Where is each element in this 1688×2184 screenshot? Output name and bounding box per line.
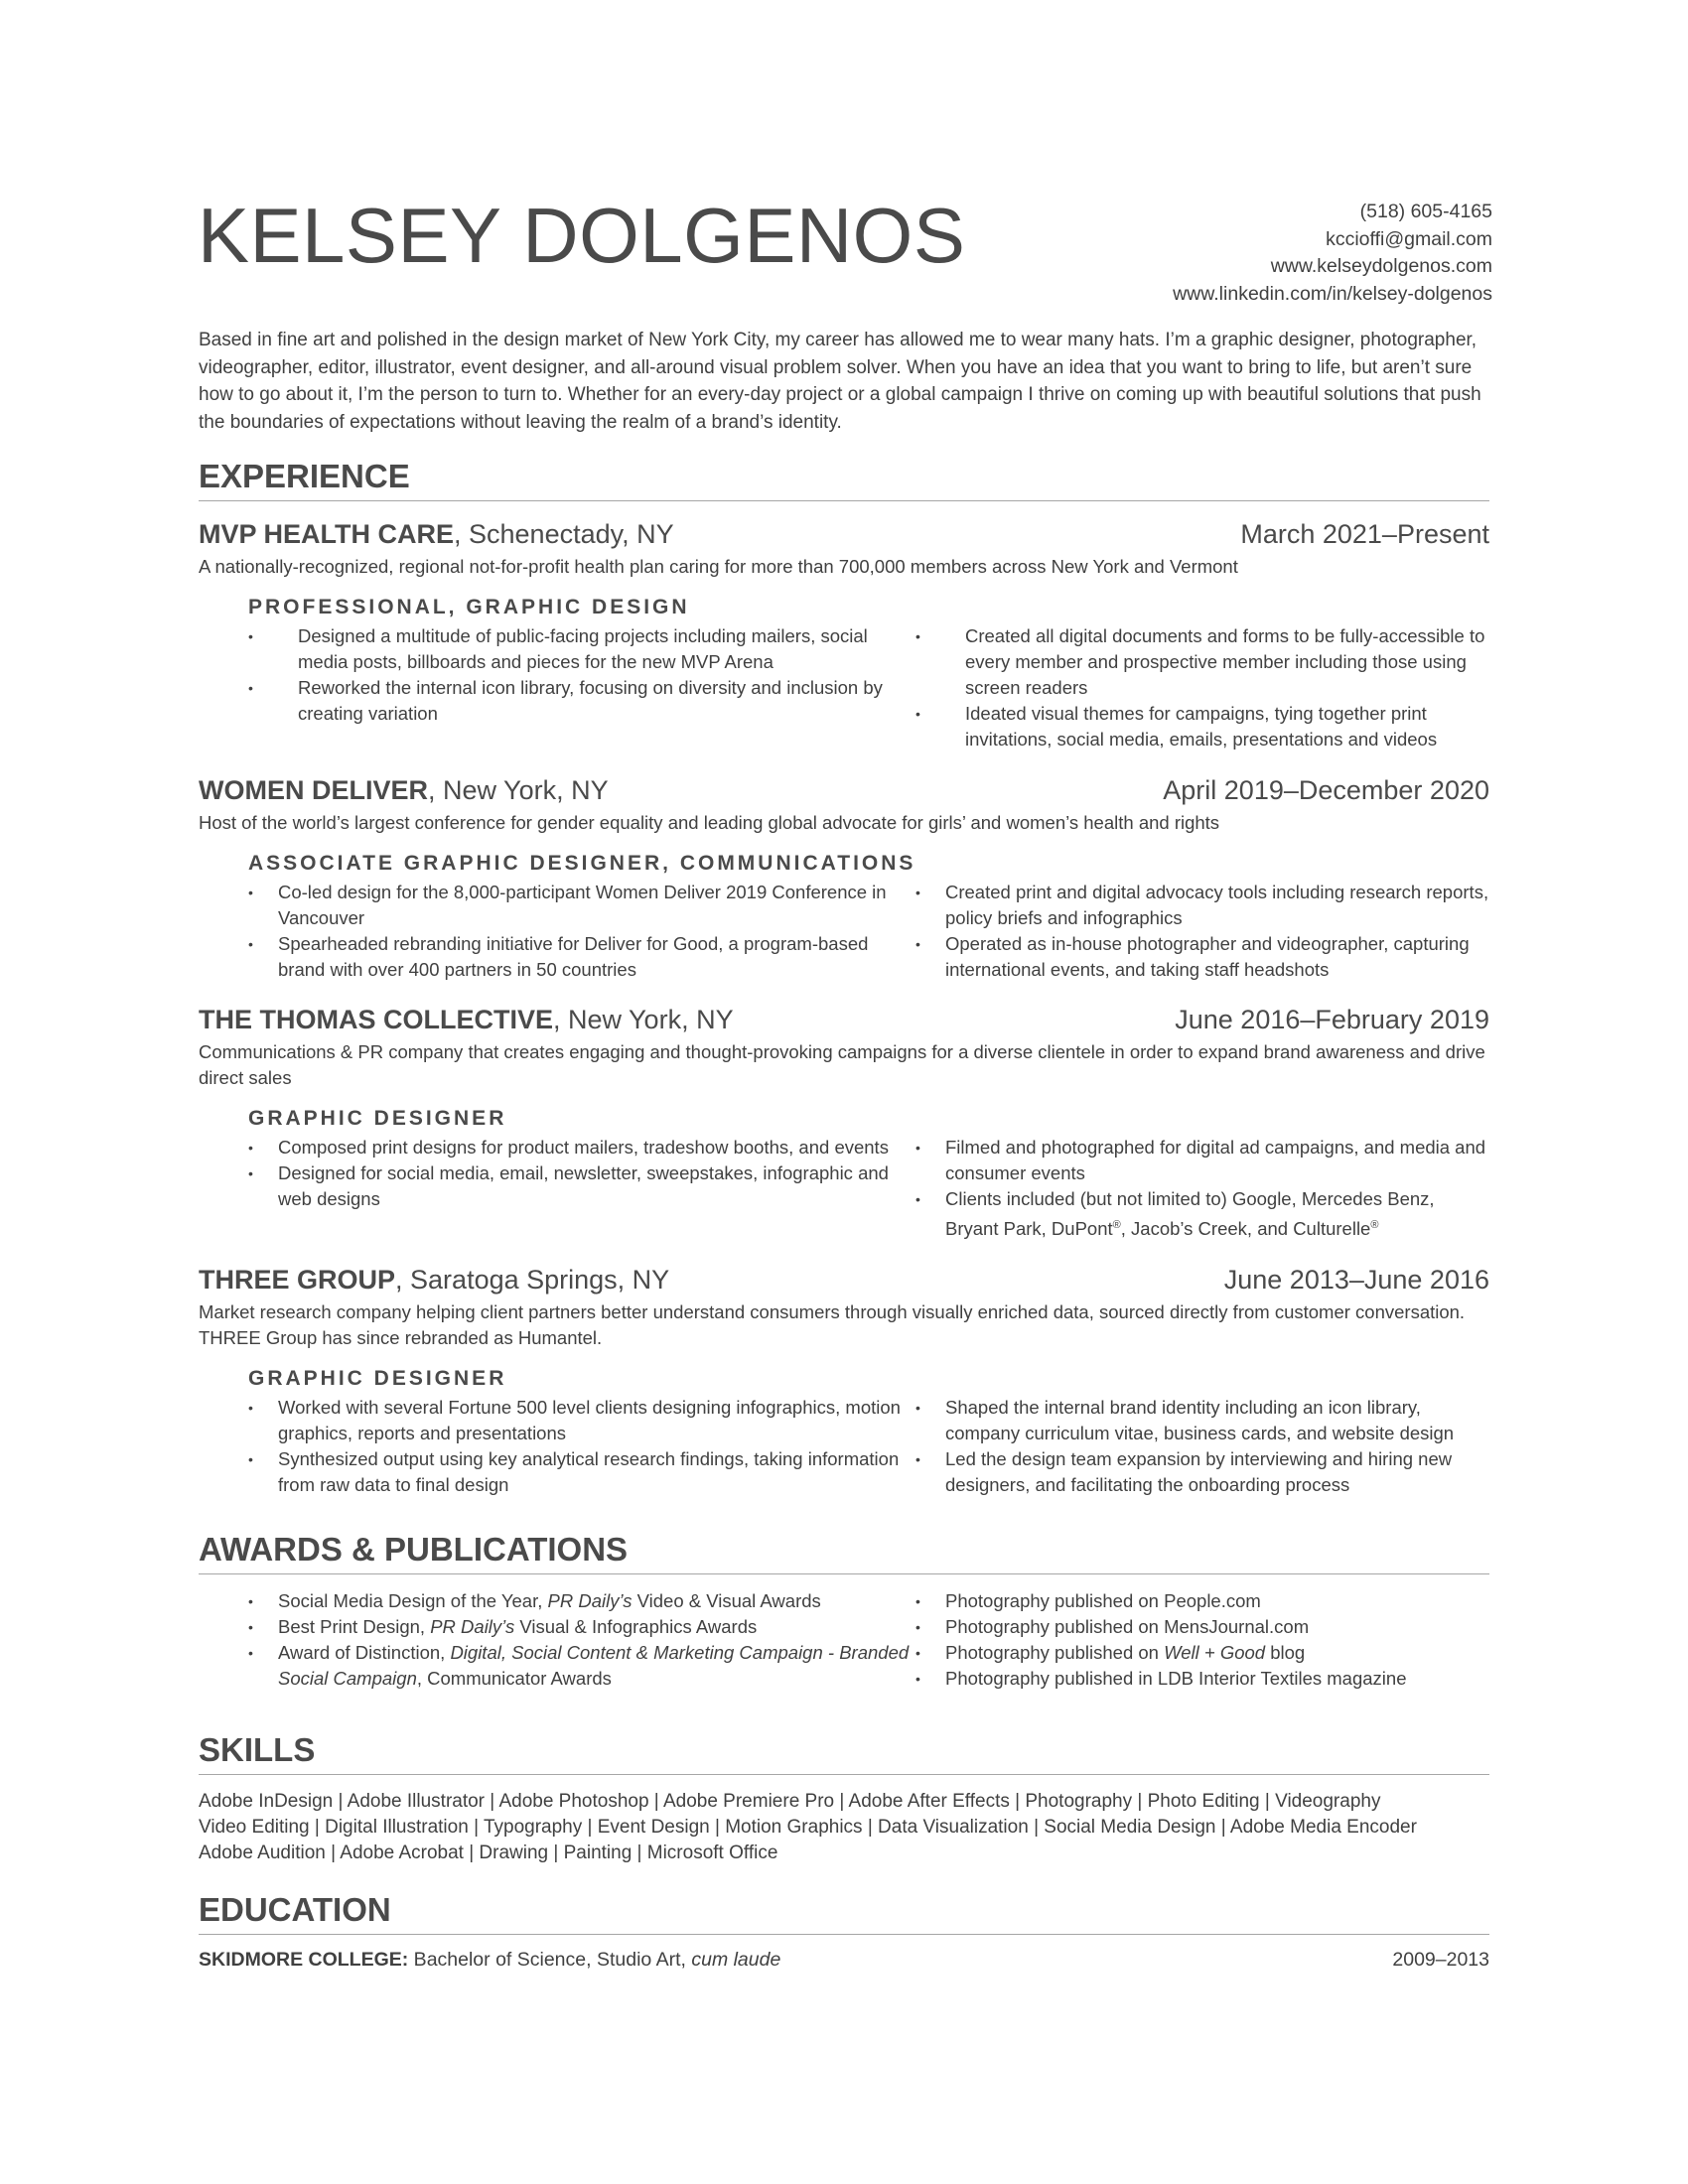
skills-section xyxy=(199,1733,1489,1866)
degree-text: Bachelor of Science, Studio Art, xyxy=(408,1949,692,1971)
responsibilities-left xyxy=(248,1395,915,1498)
company-description: Market research company helping client partners better understand consumers through visually enriched data, sourced directly from customer conversation. THREE Group has since rebranded as Humantel. xyxy=(199,1300,1466,1348)
job-entry xyxy=(199,520,1489,752)
awards-list xyxy=(248,1588,915,1692)
list-item: • Ideated visual themes for campaigns, tying together print invitations, social media, emails, presentations and videos xyxy=(915,701,1489,752)
responsibilities-left xyxy=(248,623,915,752)
skills-list xyxy=(199,1789,1489,1866)
phone-number: (518) 605-4165 xyxy=(1359,201,1492,222)
responsibilities-right xyxy=(915,880,1489,983)
list-item: • Spearheaded rebranding initiative for Deliver for Good, a program-based brand with over 400 partners in 50 countries xyxy=(248,931,915,983)
list-item: • Photography published in LDB Interior Textiles magazine xyxy=(915,1666,1489,1692)
company-description: A nationally-recognized, regional not-for-profit health plan caring for more than 700,000 members across New York and Vermont xyxy=(199,555,1238,577)
linkedin-link: www.linkedin.com/in/kelsey-dolgenos xyxy=(1173,282,1492,305)
job-title-line xyxy=(199,776,1489,806)
list-item: • Co-led design for the 8,000-participant Women Deliver 2019 Conference in Vancouver xyxy=(248,880,915,931)
experience-heading: EXPERIENCE xyxy=(199,460,1489,501)
list-item: • Created all digital documents and forms to be fully-accessible to every member and prospective member including those using screen readers xyxy=(915,623,1489,701)
company-location: , New York, NY xyxy=(428,775,609,805)
summary-paragraph: Based in fine art and polished in the design market of New York City, my career has allowed me to wear many hats. I’m a graphic designer, photographer, videographer, editor, illustrator, event designer, and all-around visual problem solver. When you have an idea that you want to bring to life, but aren’t sure how to go about it, I’m the person to turn to. Whether for an every-day project or a global campaign I thrive on coming up with beautiful solutions that push the boundaries of expectations without leaving the realm of a brand’s identity. xyxy=(199,330,1481,433)
company-name: WOMEN DELIVER xyxy=(199,775,429,805)
skills-line: Adobe Audition | Adobe Acrobat | Drawing | Painting | Microsoft Office xyxy=(199,1843,778,1863)
job-entry xyxy=(199,1266,1489,1498)
list-item: • Filmed and photographed for digital ad campaigns, and media and consumer events xyxy=(915,1135,1489,1186)
responsibilities-right xyxy=(915,1135,1489,1242)
education-entry xyxy=(199,1949,1489,1972)
awards-heading: AWARDS & PUBLICATIONS xyxy=(199,1533,1489,1574)
responsibilities-right xyxy=(915,623,1489,752)
list-item: • Created print and digital advocacy tools including research reports, policy briefs and infographics xyxy=(915,880,1489,931)
list-item: • Social Media Design of the Year, PR Daily’s Video & Visual Awards xyxy=(248,1588,915,1614)
job-dates: June 2013–June 2016 xyxy=(1223,1265,1489,1295)
list-item: • Designed a multitude of public-facing projects including mailers, social media posts, billboards and pieces for the new MVP Arena xyxy=(248,623,915,675)
list-item: • Designed for social media, email, newsletter, sweepstakes, infographic and web designs xyxy=(248,1160,915,1212)
job-dates: March 2021–Present xyxy=(1240,519,1489,549)
school-name: SKIDMORE COLLEGE: xyxy=(199,1949,409,1971)
company-location: , Saratoga Springs, NY xyxy=(395,1265,670,1295)
education-years: 2009–2013 xyxy=(1392,1949,1489,1971)
list-item: • Led the design team expansion by interviewing and hiring new designers, and facilitating the onboarding process xyxy=(915,1446,1489,1498)
job-title-line xyxy=(199,520,1489,550)
skills-line: Video Editing | Digital Illustration | Typography | Event Design | Motion Graphics | Data Visualization | Social Media Design | Adobe Media Encoder xyxy=(199,1817,1417,1838)
company-name: MVP HEALTH CARE xyxy=(199,519,455,549)
honors-text: cum laude xyxy=(691,1949,781,1971)
publications-list xyxy=(915,1588,1489,1692)
contact-block xyxy=(1173,199,1492,308)
website-link: www.kelseydolgenos.com xyxy=(1270,255,1492,277)
role-title: ASSOCIATE GRAPHIC DESIGNER, COMMUNICATIONS xyxy=(248,851,916,875)
job-entry xyxy=(199,776,1489,983)
job-title-line xyxy=(199,1006,1489,1035)
responsibilities-right xyxy=(915,1395,1489,1498)
education-section xyxy=(199,1893,1489,1972)
list-item: • Award of Distinction, Digital, Social Content & Marketing Campaign - Branded Social Campaign, Communicator Awards xyxy=(248,1640,915,1692)
awards-section xyxy=(199,1533,1489,1692)
list-item: • Photography published on Well + Good blog xyxy=(915,1640,1489,1666)
company-location: , New York, NY xyxy=(553,1005,734,1034)
company-location: , Schenectady, NY xyxy=(454,519,674,549)
job-title-line xyxy=(199,1266,1489,1296)
role-title: PROFESSIONAL, GRAPHIC DESIGN xyxy=(248,595,690,618)
role-title: GRAPHIC DESIGNER xyxy=(248,1106,507,1130)
job-dates: June 2016–February 2019 xyxy=(1175,1005,1489,1034)
company-name: THE THOMAS COLLECTIVE xyxy=(199,1005,553,1034)
company-description: Host of the world’s largest conference for gender equality and leading global advocate for girls’ and women’s health and rights xyxy=(199,811,1220,833)
applicant-name: KELSEY DOLGENOS xyxy=(198,192,966,279)
company-name: THREE GROUP xyxy=(199,1265,396,1295)
list-item: • Photography published on MensJournal.com xyxy=(915,1614,1489,1640)
role-title: GRAPHIC DESIGNER xyxy=(248,1366,507,1390)
education-heading: EDUCATION xyxy=(199,1893,1489,1935)
skills-line: Adobe InDesign | Adobe Illustrator | Adobe Photoshop | Adobe Premiere Pro | Adobe After Effects | Photography | Photo Editing | Videography xyxy=(199,1791,1381,1812)
job-entry xyxy=(199,1006,1489,1242)
list-item: • Synthesized output using key analytical research findings, taking information from raw data to final design xyxy=(248,1446,915,1498)
skills-heading: SKILLS xyxy=(199,1733,1489,1775)
list-item: • Composed print designs for product mailers, tradeshow booths, and events xyxy=(248,1135,915,1160)
responsibilities-left xyxy=(248,1135,915,1242)
list-item: • Operated as in-house photographer and videographer, capturing international events, and taking staff headshots xyxy=(915,931,1489,983)
email-address: kccioffi@gmail.com xyxy=(1326,227,1492,250)
list-item: • Shaped the internal brand identity including an icon library, company curriculum vitae, business cards, and website design xyxy=(915,1395,1489,1446)
list-item: • Best Print Design, PR Daily’s Visual & Infographics Awards xyxy=(248,1614,915,1640)
list-item: • Worked with several Fortune 500 level clients designing infographics, motion graphics, reports and presentations xyxy=(248,1395,915,1446)
responsibilities-left xyxy=(248,880,915,983)
company-description: Communications & PR company that creates engaging and thought-provoking campaigns for a diverse clientele in order to expand brand awareness and drive direct sales xyxy=(199,1040,1485,1088)
experience-section xyxy=(199,460,1489,501)
list-item: • Reworked the internal icon library, focusing on diversity and inclusion by creating variation xyxy=(248,675,915,727)
job-dates: April 2019–December 2020 xyxy=(1163,775,1489,805)
list-item: • Clients included (but not limited to) Google, Mercedes Benz, Bryant Park, DuPont®, Jacob’s Creek, and Culturelle® xyxy=(915,1186,1489,1242)
list-item: • Photography published on People.com xyxy=(915,1588,1489,1614)
